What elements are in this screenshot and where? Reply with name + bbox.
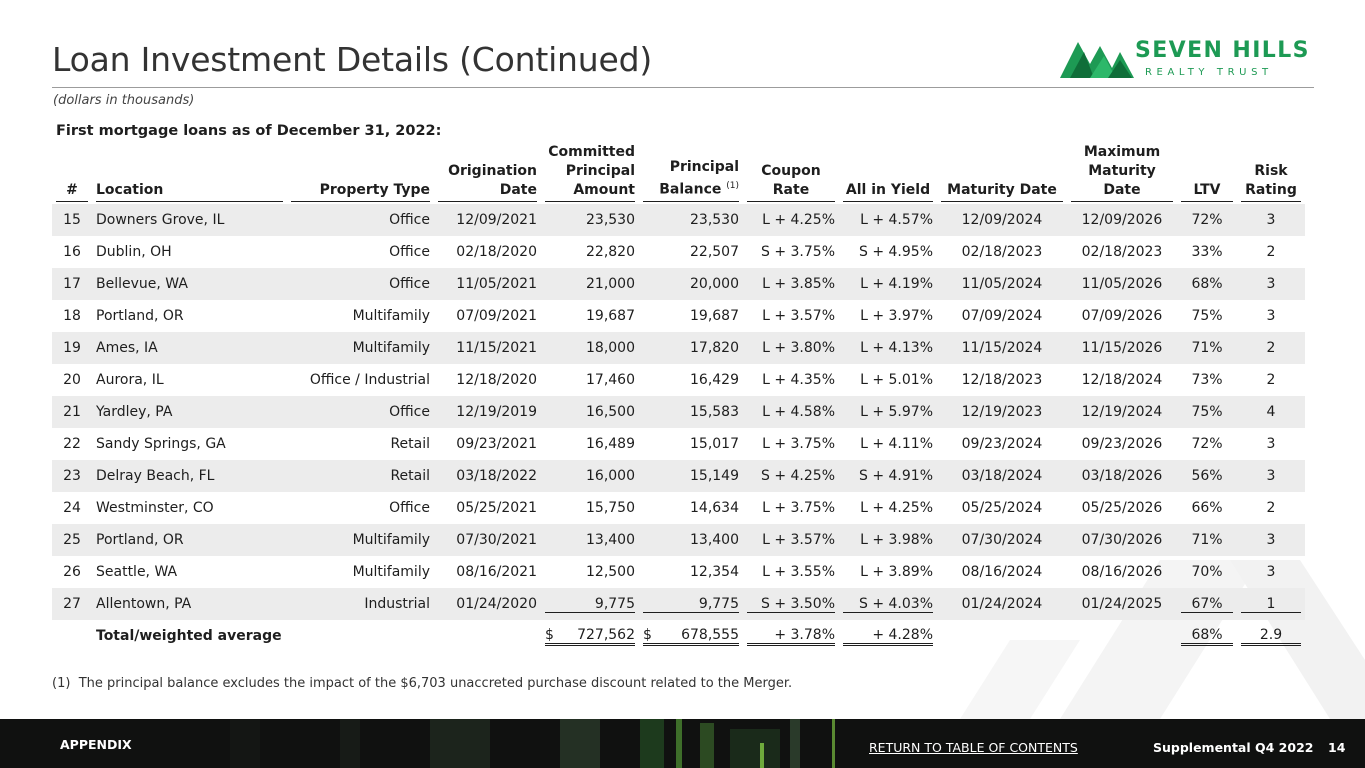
cell-ltv: 71% <box>1177 332 1237 364</box>
cell-maturity-date: 01/24/2024 <box>937 588 1067 620</box>
underlined-value: 67% <box>1181 596 1233 613</box>
section-heading: First mortgage loans as of December 31, 2022: <box>56 123 442 139</box>
cell-maturity-date: 11/15/2024 <box>937 332 1067 364</box>
underlined-value: S + 3.50% <box>747 596 835 613</box>
table-row <box>52 236 1305 268</box>
cell-risk-rating: 3 <box>1266 308 1276 324</box>
total-coupon-rate: + 3.78% <box>743 620 839 652</box>
report-name: Supplemental Q4 2022 <box>1153 740 1314 755</box>
cell-committed-principal: 18,000 <box>541 332 639 364</box>
underlined-value: 9,775 <box>643 596 739 613</box>
underlined-value: 1 <box>1241 596 1301 613</box>
cell-principal-balance <box>639 588 743 620</box>
title-divider <box>52 87 1314 88</box>
table-row <box>52 204 1305 236</box>
cell-principal-balance: 15,583 <box>639 396 743 428</box>
total-all-in-yield: + 4.28% <box>839 620 937 652</box>
cell-origination-date: 12/19/2019 <box>434 396 541 428</box>
cell-principal-balance: 17,820 <box>639 332 743 364</box>
cell-ltv: 71% <box>1177 524 1237 556</box>
cell-risk-rating: 2 <box>1266 372 1276 388</box>
cell-property-type: Retail <box>390 436 430 452</box>
cell-row-num: 18 <box>63 308 81 324</box>
cell-ltv: 33% <box>1191 244 1223 260</box>
cell-maturity-date: 05/25/2024 <box>961 500 1043 516</box>
cell-origination-date: 11/15/2021 <box>434 332 541 364</box>
cell-max-maturity-date: 12/19/2024 <box>1067 396 1177 428</box>
col-header-origination-date: Origination Date <box>434 142 541 204</box>
cell-row-num: 21 <box>52 396 92 428</box>
cell-property-type: Multifamily <box>287 524 434 556</box>
cell-max-maturity-date: 03/18/2026 <box>1067 460 1177 492</box>
cell-row-num: 15 <box>52 204 92 236</box>
cell-property-type: Office <box>389 244 430 260</box>
cell-principal-balance: 22,507 <box>690 244 739 260</box>
logo-wordmark: SEVEN HILLS <box>1135 38 1310 63</box>
cell-location: Downers Grove, IL <box>92 204 287 236</box>
cell-coupon-rate: L + 3.75% <box>762 500 835 516</box>
cell-all-in-yield: L + 4.57% <box>839 204 937 236</box>
cell-property-type: Office / Industrial <box>309 372 430 388</box>
table-row <box>52 492 1305 524</box>
logo-tagline: REALTY TRUST <box>1145 67 1273 78</box>
cell-coupon-rate: L + 3.57% <box>762 308 835 324</box>
cell-location: Sandy Springs, GA <box>96 436 226 452</box>
cell-maturity-date: 07/30/2024 <box>937 524 1067 556</box>
cell-committed-principal: 17,460 <box>586 372 635 388</box>
cell-row-num: 24 <box>63 500 81 516</box>
table-header-row <box>52 142 1305 204</box>
cell-committed-principal: 16,000 <box>541 460 639 492</box>
cell-all-in-yield: S + 4.95% <box>859 244 933 260</box>
table-row <box>52 524 1305 556</box>
cell-row-num: 26 <box>63 564 81 580</box>
cell-coupon-rate: L + 3.75% <box>762 436 835 452</box>
cell-row-num: 27 <box>52 588 92 620</box>
table-row <box>52 332 1305 364</box>
cell-max-maturity-date: 09/23/2026 <box>1081 436 1163 452</box>
cell-all-in-yield: L + 3.89% <box>860 564 933 580</box>
table-row <box>52 588 1305 620</box>
col-header-principal-balance: Principal Balance $^{(1)}$ <box>639 142 743 204</box>
cell-risk-rating: 3 <box>1237 460 1305 492</box>
cell-max-maturity-date: 11/05/2026 <box>1067 268 1177 300</box>
cell-property-type: Retail <box>287 460 434 492</box>
cell-max-maturity-date: 02/18/2023 <box>1081 244 1163 260</box>
cell-max-maturity-date: 07/30/2026 <box>1067 524 1177 556</box>
cell-ltv: 72% <box>1191 436 1223 452</box>
cell-coupon-rate: L + 3.57% <box>743 524 839 556</box>
cell-location: Aurora, IL <box>96 372 164 388</box>
cell-all-in-yield <box>839 588 937 620</box>
cell-location: Bellevue, WA <box>92 268 287 300</box>
cell-location: Portland, OR <box>92 524 287 556</box>
cell-all-in-yield: L + 4.25% <box>860 500 933 516</box>
cell-coupon-rate: L + 4.35% <box>762 372 835 388</box>
col-header-committed-principal: Committed Principal Amount <box>541 142 639 204</box>
cell-risk-rating: 4 <box>1237 396 1305 428</box>
section-label: APPENDIX <box>60 737 132 752</box>
cell-row-num: 25 <box>52 524 92 556</box>
page-title: Loan Investment Details (Continued) <box>52 40 653 79</box>
footnote-text: The principal balance excludes the impact of the $6,703 unaccreted purchase discount related to the Merger. <box>78 676 793 691</box>
cell-committed-principal: 13,400 <box>541 524 639 556</box>
cell-risk-rating: 3 <box>1266 564 1276 580</box>
cell-location: Westminster, CO <box>96 500 214 516</box>
total-committed-principal: $ 727,562 <box>541 620 639 652</box>
cell-property-type: Industrial <box>287 588 434 620</box>
cell-principal-balance: 15,017 <box>690 436 739 452</box>
cell-principal-balance: 12,354 <box>690 564 739 580</box>
cell-origination-date: 08/16/2021 <box>456 564 537 580</box>
cell-location: Portland, OR <box>96 308 184 324</box>
cell-maturity-date: 09/23/2024 <box>961 436 1043 452</box>
cell-maturity-date: 03/18/2024 <box>937 460 1067 492</box>
cell-all-in-yield: L + 4.11% <box>860 436 933 452</box>
cell-maturity-date: 11/05/2024 <box>937 268 1067 300</box>
cell-max-maturity-date: 12/09/2026 <box>1067 204 1177 236</box>
cell-location: Allentown, PA <box>92 588 287 620</box>
cell-coupon-rate: S + 4.25% <box>743 460 839 492</box>
cell-max-maturity-date: 05/25/2026 <box>1081 500 1163 516</box>
cell-committed-principal: 16,489 <box>586 436 635 452</box>
company-logo <box>1060 38 1322 82</box>
cell-risk-rating: 2 <box>1237 332 1305 364</box>
col-header-risk-rating: Risk Rating <box>1237 142 1305 204</box>
cell-maturity-date: 07/09/2024 <box>961 308 1043 324</box>
cell-origination-date: 12/18/2020 <box>456 372 537 388</box>
underlined-value: 9,775 <box>545 596 635 613</box>
table-row <box>52 428 1305 460</box>
cell-origination-date: 11/05/2021 <box>434 268 541 300</box>
total-ltv: 68% <box>1177 620 1237 652</box>
cell-coupon-rate: S + 3.75% <box>761 244 835 260</box>
cell-committed-principal: 21,000 <box>541 268 639 300</box>
cell-ltv: 75% <box>1177 396 1237 428</box>
loan-details-table <box>52 142 1305 652</box>
cell-location: Delray Beach, FL <box>92 460 287 492</box>
cell-committed-principal: 19,687 <box>586 308 635 324</box>
cell-location: Dublin, OH <box>96 244 172 260</box>
cell-ltv: 66% <box>1191 500 1223 516</box>
cell-property-type: Office <box>389 500 430 516</box>
cell-row-num: 20 <box>63 372 81 388</box>
cell-max-maturity-date: 11/15/2026 <box>1067 332 1177 364</box>
cell-origination-date: 07/30/2021 <box>434 524 541 556</box>
total-row <box>52 620 1305 652</box>
cell-row-num: 17 <box>52 268 92 300</box>
cell-location: Yardley, PA <box>92 396 287 428</box>
cell-maturity-date: 02/18/2023 <box>961 244 1043 260</box>
cell-row-num: 16 <box>63 244 81 260</box>
col-header-location: Location <box>92 142 287 204</box>
cell-principal-balance: 16,429 <box>690 372 739 388</box>
cell-maturity-date: 12/09/2024 <box>937 204 1067 236</box>
cell-property-type: Multifamily <box>352 564 430 580</box>
cell-property-type: Office <box>287 204 434 236</box>
cell-origination-date: 07/09/2021 <box>456 308 537 324</box>
cell-max-maturity-date: 08/16/2026 <box>1081 564 1163 580</box>
col-header-property-type: Property Type <box>287 142 434 204</box>
table-row <box>52 268 1305 300</box>
cell-row-num: 23 <box>52 460 92 492</box>
cell-all-in-yield: L + 3.97% <box>860 308 933 324</box>
cell-property-type: Office <box>287 268 434 300</box>
cell-row-num: 19 <box>52 332 92 364</box>
cell-committed-principal <box>541 588 639 620</box>
cell-committed-principal: 22,820 <box>586 244 635 260</box>
cell-maturity-date: 08/16/2024 <box>961 564 1043 580</box>
cell-all-in-yield: L + 3.98% <box>839 524 937 556</box>
cell-all-in-yield: L + 5.01% <box>860 372 933 388</box>
cell-principal-balance: 23,530 <box>639 204 743 236</box>
cell-coupon-rate: L + 3.85% <box>743 268 839 300</box>
cell-committed-principal: 15,750 <box>586 500 635 516</box>
cell-risk-rating: 2 <box>1266 244 1276 260</box>
cell-risk-rating: 3 <box>1237 524 1305 556</box>
cell-origination-date: 02/18/2020 <box>456 244 537 260</box>
cell-coupon-rate: L + 3.55% <box>762 564 835 580</box>
total-risk-rating: 2.9 <box>1237 620 1305 652</box>
col-header-maturity-date: Maturity Date <box>937 142 1067 204</box>
cell-ltv <box>1177 588 1237 620</box>
mountains-logo-icon <box>1060 38 1138 82</box>
footnote-ref: (1) <box>726 181 739 192</box>
col-header-num: # <box>52 142 92 204</box>
cell-property-type: Multifamily <box>352 308 430 324</box>
cell-principal-balance: 13,400 <box>639 524 743 556</box>
total-label: Total/weighted average <box>96 628 282 644</box>
return-to-toc-link[interactable]: RETURN TO TABLE OF CONTENTS <box>869 740 1078 755</box>
cell-all-in-yield: L + 4.19% <box>839 268 937 300</box>
table-row <box>52 364 1305 396</box>
cell-max-maturity-date: 07/09/2026 <box>1081 308 1163 324</box>
cell-origination-date: 01/24/2020 <box>434 588 541 620</box>
cell-principal-balance: 20,000 <box>639 268 743 300</box>
col-header-ltv: LTV <box>1177 142 1237 204</box>
cell-origination-date: 03/18/2022 <box>434 460 541 492</box>
cell-max-maturity-date: 12/18/2024 <box>1081 372 1163 388</box>
cell-coupon-rate: L + 4.25% <box>743 204 839 236</box>
cell-max-maturity-date: 01/24/2025 <box>1067 588 1177 620</box>
cell-committed-principal: 12,500 <box>586 564 635 580</box>
total-principal-balance: $ 678,555 <box>639 620 743 652</box>
underlined-value: S + 4.03% <box>843 596 933 613</box>
cell-ltv: 72% <box>1177 204 1237 236</box>
col-header-coupon-rate: Coupon Rate <box>743 142 839 204</box>
cell-maturity-date: 12/19/2023 <box>937 396 1067 428</box>
cell-origination-date: 05/25/2021 <box>456 500 537 516</box>
cell-all-in-yield: S + 4.91% <box>839 460 937 492</box>
table-row <box>52 300 1305 332</box>
cell-location: Ames, IA <box>92 332 287 364</box>
cell-property-type: Multifamily <box>287 332 434 364</box>
footnote <box>52 676 792 691</box>
page-number: 14 <box>1328 740 1346 755</box>
cell-risk-rating <box>1237 588 1305 620</box>
cell-committed-principal: 23,530 <box>541 204 639 236</box>
cell-all-in-yield: L + 5.97% <box>839 396 937 428</box>
cell-risk-rating: 2 <box>1266 500 1276 516</box>
col-header-max-maturity-date: Maximum Maturity Date <box>1067 142 1177 204</box>
footnote-marker: (1) <box>52 676 71 691</box>
cell-location: Seattle, WA <box>96 564 178 580</box>
cell-ltv: 70% <box>1191 564 1223 580</box>
cell-coupon-rate: L + 3.80% <box>743 332 839 364</box>
cell-ltv: 73% <box>1191 372 1223 388</box>
cell-risk-rating: 3 <box>1237 204 1305 236</box>
cell-risk-rating: 3 <box>1266 436 1276 452</box>
cell-principal-balance: 14,634 <box>690 500 739 516</box>
units-note: (dollars in thousands) <box>53 93 195 108</box>
cell-coupon-rate <box>743 588 839 620</box>
cell-ltv: 56% <box>1177 460 1237 492</box>
table-row <box>52 556 1305 588</box>
cell-ltv: 75% <box>1191 308 1223 324</box>
cell-property-type: Office <box>287 396 434 428</box>
cell-ltv: 68% <box>1177 268 1237 300</box>
cell-principal-balance: 19,687 <box>690 308 739 324</box>
cell-principal-balance: 15,149 <box>639 460 743 492</box>
cell-origination-date: 09/23/2021 <box>456 436 537 452</box>
cell-row-num: 22 <box>63 436 81 452</box>
cell-maturity-date: 12/18/2023 <box>961 372 1043 388</box>
cell-origination-date: 12/09/2021 <box>434 204 541 236</box>
footer-bar <box>0 719 1365 768</box>
table-row <box>52 460 1305 492</box>
cell-committed-principal: 16,500 <box>541 396 639 428</box>
cell-risk-rating: 3 <box>1237 268 1305 300</box>
cell-coupon-rate: L + 4.58% <box>743 396 839 428</box>
table-row <box>52 396 1305 428</box>
cell-all-in-yield: L + 4.13% <box>839 332 937 364</box>
col-header-all-in-yield: All in Yield <box>839 142 937 204</box>
